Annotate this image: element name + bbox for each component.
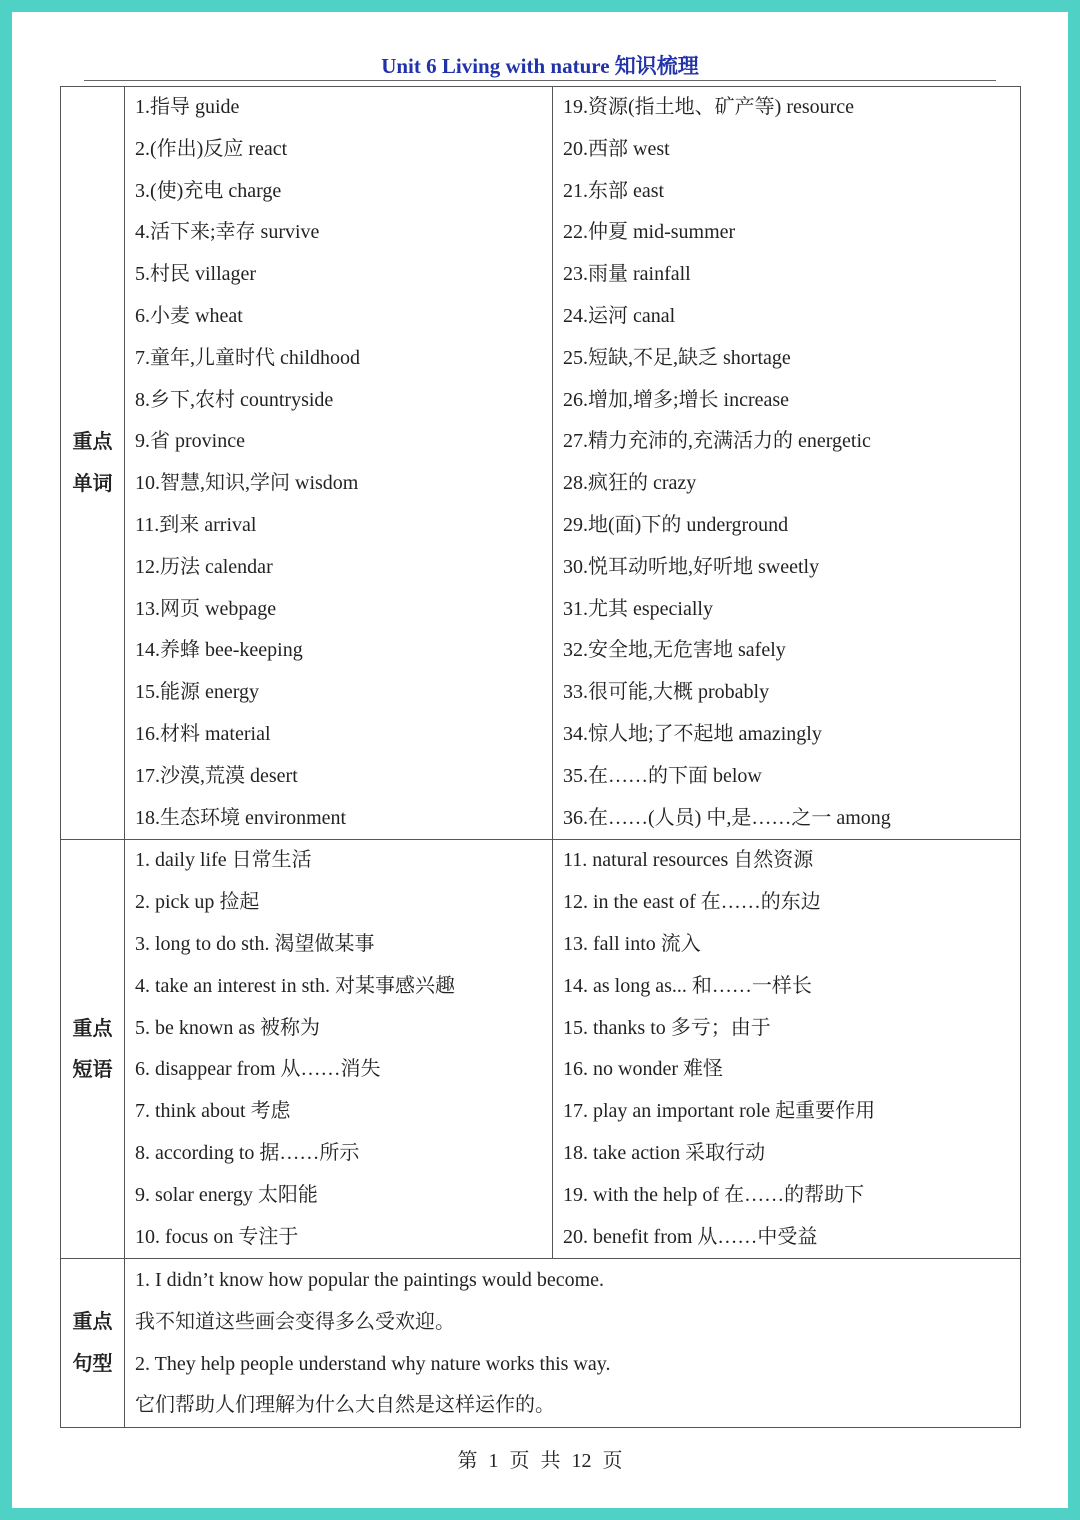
phrase-item: 1. daily life 日常生活 <box>135 849 312 872</box>
sentences-column <box>125 1259 1021 1427</box>
vocab-item: 17.沙漠,荒漠 desert <box>135 764 298 787</box>
words-right-column <box>553 87 1021 840</box>
vocab-item: 15.能源 energy <box>135 681 260 704</box>
phrase-item: 14. as long as... 和……一样长 <box>563 974 812 997</box>
vocab-item: 20.西部 west <box>563 137 670 160</box>
vocab-item: 3.(使)充电 charge <box>135 179 282 202</box>
phrase-item: 15. thanks to 多亏；由于 <box>563 1016 771 1039</box>
sentence-line: 我不知道这些画会变得多么受欢迎。 <box>135 1310 455 1333</box>
vocab-item: 14.养蜂 bee-keeping <box>135 639 303 662</box>
vocab-item: 4.活下来;幸存 survive <box>135 221 320 244</box>
vocab-item: 36.在……(人员) 中,是……之一 among <box>563 806 891 829</box>
vocab-item: 32.安全地,无危害地 safely <box>563 639 786 662</box>
phrase-item: 13. fall into 流入 <box>563 932 701 955</box>
words-section <box>61 87 1021 840</box>
vocab-item: 10.智慧,知识,学问 wisdom <box>135 472 359 495</box>
vocab-item: 33.很可能,大概 probably <box>563 681 770 704</box>
vocab-item: 31.尤其 especially <box>563 597 713 620</box>
page-title: Unit 6 Living with nature 知识梳理 <box>381 54 699 78</box>
vocab-item: 34.惊人地;了不起地 amazingly <box>563 722 822 745</box>
vocab-item: 9.省 province <box>135 430 245 453</box>
vocab-item: 19.资源(指土地、矿产等) resource <box>563 96 855 118</box>
vocab-item: 12.历法 calendar <box>135 555 273 578</box>
words-left-column <box>125 87 553 840</box>
document-page <box>12 12 1068 1508</box>
vocab-item: 27.精力充沛的,充满活力的 energetic <box>563 430 871 453</box>
phrase-item: 16. no wonder 难怪 <box>563 1058 723 1081</box>
sentences-category-label: 重点 句型 <box>61 1259 125 1427</box>
vocab-item: 26.增加,增多;增长 increase <box>563 388 790 411</box>
phrase-item: 5. be known as 被称为 <box>135 1016 320 1039</box>
vocab-item: 7.童年,儿童时代 childhood <box>135 346 360 369</box>
phrase-item: 20. benefit from 从……中受益 <box>563 1225 818 1248</box>
vocab-item: 25.短缺,不足,缺乏 shortage <box>563 346 791 369</box>
vocab-item: 6.小麦 wheat <box>135 304 243 327</box>
vocab-item: 13.网页 webpage <box>135 597 277 620</box>
phrase-item: 2. pick up 捡起 <box>135 891 260 914</box>
title-divider <box>84 80 996 81</box>
vocab-item: 18.生态环境 environment <box>135 806 347 829</box>
phrases-left-column <box>125 840 553 1259</box>
vocab-item: 24.运河 canal <box>563 304 676 327</box>
phrase-item: 19. with the help of 在……的帮助下 <box>563 1183 865 1206</box>
vocab-item: 23.雨量 rainfall <box>563 263 691 286</box>
vocab-item: 5.村民 villager <box>135 263 257 286</box>
phrase-item: 8. according to 据……所示 <box>135 1141 360 1164</box>
phrase-item: 6. disappear from 从……消失 <box>135 1058 381 1081</box>
phrase-item: 3. long to do sth. 渴望做某事 <box>135 932 375 955</box>
phrase-item: 12. in the east of 在……的东边 <box>563 891 821 914</box>
phrase-item: 17. play an important role 起重要作用 <box>563 1100 876 1123</box>
vocab-item: 28.疯狂的 crazy <box>563 472 697 495</box>
knowledge-table <box>60 86 1021 1428</box>
sentence-line: 1. I didn’t know how popular the paintings would become. <box>135 1269 605 1292</box>
phrase-item: 7. think about 考虑 <box>135 1100 291 1123</box>
sentences-section <box>61 1259 1021 1427</box>
vocab-item: 1.指导 guide <box>135 96 240 118</box>
vocab-item: 29.地(面)下的 underground <box>563 513 789 536</box>
vocab-item: 8.乡下,农村 countryside <box>135 388 334 411</box>
vocab-item: 16.材料 material <box>135 722 271 745</box>
page-number: 第 1 页 共 12 页 <box>457 1450 623 1472</box>
phrase-item: 18. take action 采取行动 <box>563 1141 766 1164</box>
phrases-section <box>61 840 1021 1259</box>
sentence-line: 它们帮助人们理解为什么大自然是这样运作的。 <box>135 1394 555 1417</box>
phrase-item: 11. natural resources 自然资源 <box>563 849 814 872</box>
phrase-item: 10. focus on 专注于 <box>135 1225 299 1248</box>
phrases-category-label: 重点 短语 <box>61 840 125 1259</box>
vocab-item: 2.(作出)反应 react <box>135 137 288 160</box>
phrases-right-column <box>553 840 1021 1259</box>
vocab-item: 11.到来 arrival <box>135 513 257 536</box>
vocab-item: 30.悦耳动听地,好听地 sweetly <box>563 555 820 578</box>
vocab-item: 21.东部 east <box>563 179 665 202</box>
sentence-line: 2. They help people understand why nature works this way. <box>135 1352 611 1375</box>
phrase-item: 4. take an interest in sth. 对某事感兴趣 <box>135 974 455 997</box>
phrase-item: 9. solar energy 太阳能 <box>135 1183 318 1206</box>
words-category-label: 重点 单词 <box>61 87 125 840</box>
vocab-item: 22.仲夏 mid-summer <box>563 221 736 244</box>
vocab-item: 35.在……的下面 below <box>563 764 762 787</box>
